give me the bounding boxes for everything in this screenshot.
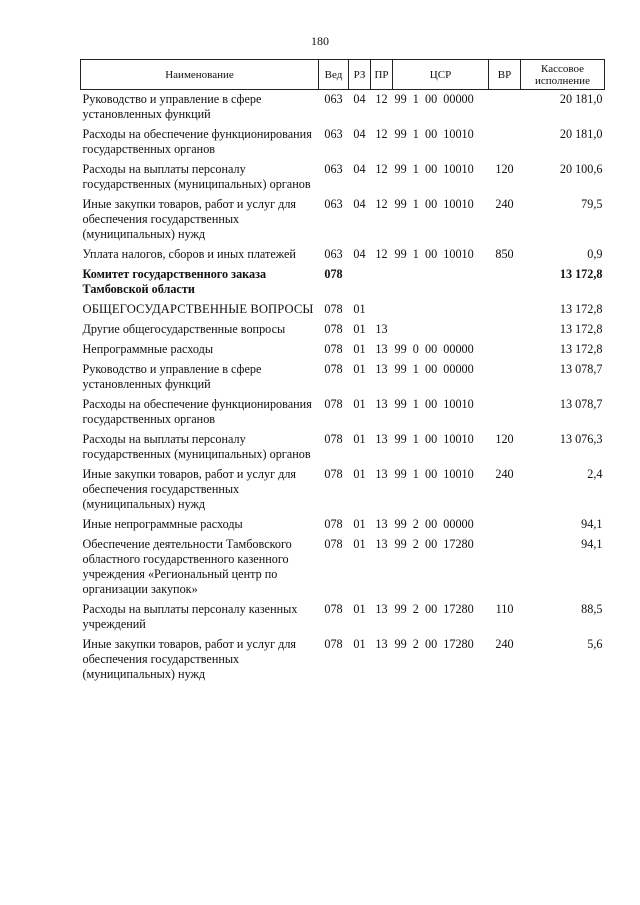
header-csr: ЦСР: [393, 60, 489, 90]
header-ved: Вед: [319, 60, 349, 90]
cell-name: Иные закупки товаров, работ и услуг для обеспечения государственных (муниципальных) нужд: [82, 467, 297, 511]
cell-vr: 240: [495, 197, 514, 211]
cell-sum: 13 076,3: [559, 432, 603, 446]
cell-vr: [489, 535, 521, 600]
cell-ved: 078: [324, 397, 343, 411]
cell-pr: 13: [375, 467, 388, 481]
cell-rz: 01: [353, 362, 366, 376]
cell-csr: 99 2 00 00000: [394, 517, 474, 531]
cell-pr: 13: [375, 342, 388, 356]
cell-sum: 20 181,0: [559, 92, 603, 106]
table-header-row: [81, 60, 605, 90]
cell-pr: 13: [375, 637, 388, 651]
cell-csr: 99 1 00 10010: [394, 247, 474, 261]
table-row: [81, 245, 605, 265]
cell-sum: 2,4: [587, 467, 603, 481]
cell-name: Расходы на обеспечение функционирования государственных органов: [82, 127, 312, 156]
cell-pr: 12: [375, 197, 388, 211]
cell-rz: 01: [353, 467, 366, 481]
header-sum: Кассовое исполнение: [521, 60, 605, 90]
cell-rz: 04: [353, 197, 366, 211]
cell-ved: 063: [324, 127, 343, 141]
cell-csr: 99 2 00 17280: [394, 602, 474, 616]
cell-rz: 01: [353, 517, 366, 531]
cell-rz: 01: [353, 537, 366, 551]
cell-ved: 078: [324, 362, 343, 376]
table-row: [81, 125, 605, 160]
cell-rz: 04: [353, 162, 366, 176]
cell-ved: 078: [324, 267, 343, 281]
cell-sum: 13 078,7: [559, 362, 603, 376]
cell-name: Расходы на выплаты персоналу государственных (муниципальных) органов: [82, 432, 311, 461]
cell-name: Расходы на выплаты персоналу казенных учреждений: [82, 602, 298, 631]
cell-ved: 078: [324, 517, 343, 531]
cell-ved: 078: [324, 467, 343, 481]
cell-pr: 13: [375, 517, 388, 531]
table-row: [81, 430, 605, 465]
budget-execution-table: [80, 59, 605, 685]
cell-sum: 79,5: [581, 197, 603, 211]
cell-vr: 240: [495, 637, 514, 651]
cell-csr: 99 1 00 00000: [394, 92, 474, 106]
cell-name: Расходы на обеспечение функционирования государственных органов: [82, 397, 312, 426]
cell-name: Руководство и управление в сфере установленных функций: [82, 362, 262, 391]
cell-pr: 13: [375, 602, 388, 616]
cell-vr: 110: [495, 602, 514, 616]
cell-ved: 063: [324, 247, 343, 261]
cell-pr: 12: [375, 247, 388, 261]
cell-rz: 01: [353, 397, 366, 411]
header-pr: ПР: [371, 60, 393, 90]
cell-sum: 13 172,8: [559, 267, 603, 281]
cell-pr: 12: [375, 127, 388, 141]
cell-name: Уплата налогов, сборов и иных платежей: [82, 247, 296, 261]
cell-csr: [393, 320, 489, 340]
cell-name: Комитет государственного заказа Тамбовской области: [82, 267, 267, 296]
cell-pr: 13: [375, 432, 388, 446]
cell-csr: 99 2 00 17280: [394, 537, 474, 551]
cell-sum: 94,1: [581, 517, 603, 531]
cell-vr: 240: [495, 467, 514, 481]
cell-csr: 99 1 00 10010: [394, 197, 474, 211]
cell-rz: 01: [353, 637, 366, 651]
table-row: [81, 265, 605, 300]
cell-vr: [489, 90, 521, 126]
table-row: [81, 300, 605, 320]
cell-vr: [489, 320, 521, 340]
cell-vr: [489, 515, 521, 535]
cell-rz: [349, 265, 371, 300]
table-row: [81, 395, 605, 430]
cell-rz: 01: [353, 602, 366, 616]
page-number: 180: [311, 34, 329, 48]
cell-rz: 01: [353, 432, 366, 446]
cell-pr: 12: [375, 92, 388, 106]
cell-sum: 13 172,8: [559, 302, 603, 316]
cell-ved: 078: [324, 637, 343, 651]
cell-vr: [489, 300, 521, 320]
cell-name: Непрограммные расходы: [82, 342, 214, 356]
cell-vr: [489, 395, 521, 430]
cell-rz: 04: [353, 127, 366, 141]
cell-csr: 99 1 00 10010: [394, 127, 474, 141]
cell-sum: 5,6: [587, 637, 603, 651]
table-body: [81, 90, 605, 686]
cell-name: Обеспечение деятельности Тамбовского областного государственного казенного учреждения «Региональный центр по организации закупок»: [82, 537, 292, 596]
cell-vr: 120: [495, 162, 514, 176]
cell-vr: 850: [495, 247, 514, 261]
cell-vr: [489, 340, 521, 360]
cell-csr: 99 1 00 10010: [394, 432, 474, 446]
cell-pr: 13: [375, 537, 388, 551]
cell-sum: 20 181,0: [559, 127, 603, 141]
cell-sum: 13 172,8: [559, 322, 603, 336]
table-row: [81, 635, 605, 685]
cell-csr: 99 1 00 10010: [394, 162, 474, 176]
table-row: [81, 515, 605, 535]
cell-name: Иные непрограммные расходы: [82, 517, 243, 531]
cell-pr: 13: [375, 322, 388, 336]
cell-ved: 078: [324, 602, 343, 616]
cell-rz: 04: [353, 92, 366, 106]
table-row: [81, 160, 605, 195]
cell-csr: 99 1 00 00000: [394, 362, 474, 376]
cell-ved: 078: [324, 537, 343, 551]
cell-ved: 063: [324, 197, 343, 211]
table-row: [81, 195, 605, 245]
cell-sum: 88,5: [581, 602, 603, 616]
table-row: [81, 465, 605, 515]
table-row: [81, 90, 605, 126]
header-name: Наименование: [81, 60, 319, 90]
cell-csr: 99 0 00 00000: [394, 342, 474, 356]
cell-sum: 13 172,8: [559, 342, 603, 356]
header-vr: ВР: [489, 60, 521, 90]
cell-sum: 0,9: [587, 247, 603, 261]
cell-name: Другие общегосударственные вопросы: [82, 322, 286, 336]
cell-csr: 99 2 00 17280: [394, 637, 474, 651]
cell-ved: 078: [324, 342, 343, 356]
cell-rz: 04: [353, 247, 366, 261]
cell-csr: [393, 300, 489, 320]
cell-rz: 01: [353, 342, 366, 356]
cell-vr: [489, 265, 521, 300]
cell-vr: [489, 360, 521, 395]
cell-pr: [371, 265, 393, 300]
cell-vr: [489, 125, 521, 160]
cell-rz: 01: [353, 322, 366, 336]
cell-pr: [371, 300, 393, 320]
cell-vr: 120: [495, 432, 514, 446]
cell-pr: 13: [375, 397, 388, 411]
table-row: [81, 320, 605, 340]
cell-ved: 078: [324, 302, 343, 316]
cell-ved: 078: [324, 322, 343, 336]
cell-ved: 063: [324, 92, 343, 106]
cell-csr: [393, 265, 489, 300]
cell-name: ОБЩЕГОСУДАРСТВЕННЫЕ ВОПРОСЫ: [82, 302, 314, 316]
cell-name: Иные закупки товаров, работ и услуг для обеспечения государственных (муниципальных) нужд: [82, 197, 297, 241]
cell-ved: 063: [324, 162, 343, 176]
cell-sum: 13 078,7: [559, 397, 603, 411]
cell-sum: 94,1: [581, 537, 603, 551]
header-rz: РЗ: [349, 60, 371, 90]
cell-name: Расходы на выплаты персоналу государственных (муниципальных) органов: [82, 162, 311, 191]
cell-name: Иные закупки товаров, работ и услуг для обеспечения государственных (муниципальных) нужд: [82, 637, 297, 681]
cell-pr: 12: [375, 162, 388, 176]
cell-csr: 99 1 00 10010: [394, 467, 474, 481]
table-row: [81, 340, 605, 360]
cell-csr: 99 1 00 10010: [394, 397, 474, 411]
cell-name: Руководство и управление в сфере установленных функций: [82, 92, 262, 121]
table-row: [81, 600, 605, 635]
cell-ved: 078: [324, 432, 343, 446]
cell-sum: 20 100,6: [559, 162, 603, 176]
cell-pr: 13: [375, 362, 388, 376]
cell-rz: 01: [353, 302, 366, 316]
table-row: [81, 535, 605, 600]
table-row: [81, 360, 605, 395]
